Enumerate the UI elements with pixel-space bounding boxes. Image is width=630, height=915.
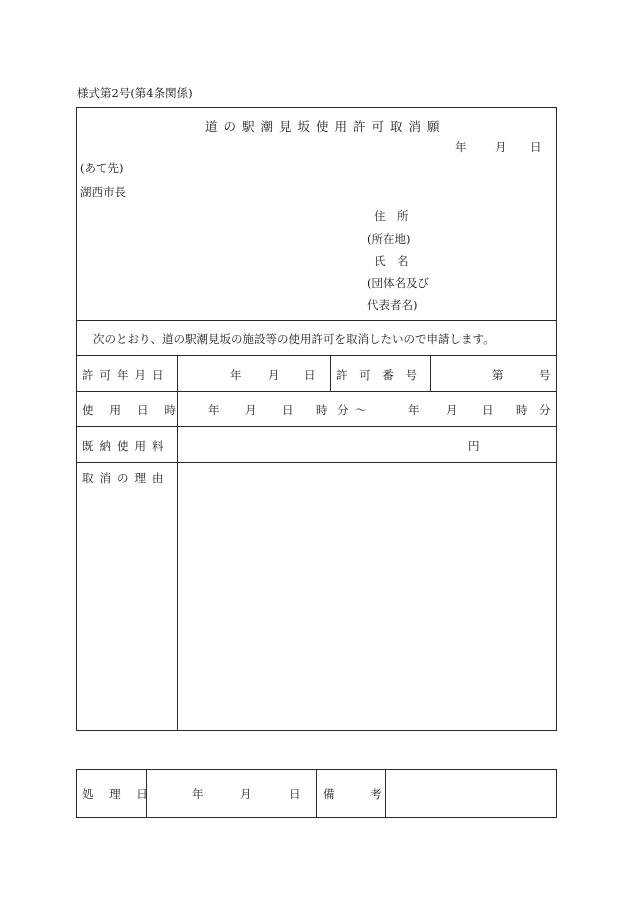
remarks-label: 備 考 bbox=[323, 787, 394, 801]
permit-number-label: 許 可 番 号 bbox=[336, 368, 421, 382]
use-start-day: 日 bbox=[282, 403, 294, 417]
permit-date-label: 許可年月日 bbox=[82, 368, 170, 382]
use-start-hour: 時 bbox=[316, 403, 328, 417]
permit-date-month: 月 bbox=[268, 368, 280, 382]
divider bbox=[76, 320, 557, 321]
permit-number-prefix: 第 bbox=[492, 368, 504, 382]
use-end-minute: 分 bbox=[539, 403, 551, 417]
addressee-name: 湖西市長 bbox=[80, 185, 126, 199]
use-start-year: 年 bbox=[208, 403, 220, 417]
divider bbox=[76, 355, 557, 356]
use-end-day: 日 bbox=[482, 403, 494, 417]
divider bbox=[76, 391, 557, 392]
use-end-year: 年 bbox=[408, 403, 420, 417]
applicant-name-label: 氏 名 bbox=[374, 254, 409, 268]
use-end-hour: 時 bbox=[516, 403, 528, 417]
process-date-month: 月 bbox=[240, 787, 252, 801]
fee-unit-yen: 円 bbox=[468, 439, 480, 453]
permit-date-day: 日 bbox=[304, 368, 316, 382]
applicant-address-note: (所在地) bbox=[367, 232, 411, 246]
process-date-day: 日 bbox=[289, 787, 301, 801]
process-date-year: 年 bbox=[192, 787, 204, 801]
submit-date-day: 日 bbox=[530, 140, 542, 154]
cell-divider bbox=[316, 769, 317, 818]
cancel-reason-label: 取消の理由 bbox=[82, 471, 170, 485]
application-statement: 次のとおり、道の駅潮見坂の施設等の使用許可を取消したいので申請します。 bbox=[93, 332, 495, 346]
form-number-label: 様式第2号(第4条関係) bbox=[77, 86, 193, 100]
addressee-label: (あて先) bbox=[80, 161, 124, 175]
use-end-month: 月 bbox=[446, 403, 458, 417]
submit-date-year: 年 bbox=[455, 140, 467, 154]
divider bbox=[76, 426, 557, 427]
form-title: 道の駅潮見坂使用許可取消願 bbox=[205, 119, 446, 134]
use-start-month: 月 bbox=[245, 403, 257, 417]
divider bbox=[76, 462, 557, 463]
paid-fee-label: 既納使用料 bbox=[82, 439, 170, 453]
use-datetime-label: 使用日時 bbox=[82, 403, 192, 417]
applicant-address-label: 住 所 bbox=[374, 209, 409, 223]
submit-date-month: 月 bbox=[495, 140, 507, 154]
use-start-minute: 分 bbox=[337, 403, 349, 417]
permit-date-year: 年 bbox=[230, 368, 242, 382]
permit-number-suffix: 号 bbox=[539, 368, 551, 382]
use-range-separator: 〜 bbox=[355, 403, 367, 417]
process-date-label: 処 理 日 bbox=[82, 787, 154, 801]
cell-divider bbox=[330, 355, 331, 391]
applicant-name-note-1: (団体名及び bbox=[367, 276, 429, 290]
application-form bbox=[76, 107, 557, 731]
cell-divider bbox=[430, 355, 431, 391]
applicant-name-note-2: 代表者名) bbox=[367, 298, 418, 312]
